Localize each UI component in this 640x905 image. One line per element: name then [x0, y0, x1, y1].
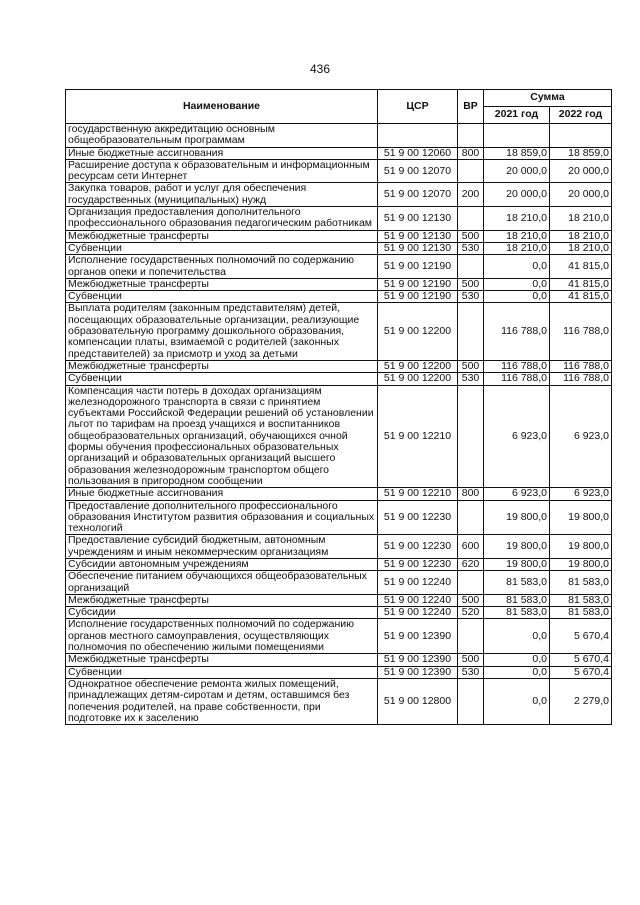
row-code: 51 9 00 12390 — [378, 654, 458, 666]
row-vr: 800 — [458, 488, 484, 500]
row-name: Иные бюджетные ассигнования — [66, 488, 378, 500]
row-vr — [458, 159, 484, 183]
row-vr — [458, 678, 484, 724]
row-code: 51 9 00 12190 — [378, 278, 458, 290]
header-name: Наименование — [66, 90, 378, 124]
row-name: Субсидии — [66, 607, 378, 619]
row-sum-2022: 2 279,0 — [550, 678, 612, 724]
row-code: 51 9 00 12130 — [378, 230, 458, 242]
row-code: 51 9 00 12070 — [378, 183, 458, 207]
row-name: Межбюджетные трансферты — [66, 654, 378, 666]
row-name: Субсидии автономным учреждениям — [66, 558, 378, 570]
row-code: 51 9 00 12390 — [378, 619, 458, 654]
row-sum-2022: 41 815,0 — [550, 255, 612, 279]
row-vr — [458, 385, 484, 488]
row-sum-2021: 19 800,0 — [484, 535, 550, 559]
table-row — [66, 278, 612, 290]
row-sum-2022: 18 210,0 — [550, 230, 612, 242]
row-vr — [458, 255, 484, 279]
row-sum-2021: 0,0 — [484, 291, 550, 303]
row-code: 51 9 00 12230 — [378, 500, 458, 535]
row-code: 51 9 00 12240 — [378, 571, 458, 595]
row-sum-2022: 6 923,0 — [550, 488, 612, 500]
table-row — [66, 230, 612, 242]
row-sum-2021: 6 923,0 — [484, 488, 550, 500]
row-code: 51 9 00 12200 — [378, 360, 458, 372]
row-sum-2022: 20 000,0 — [550, 183, 612, 207]
row-name: Исполнение государственных полномочий по содержанию органов местного самоуправления, осуществляющих полномочия по обеспечению жилыми помещениями — [66, 619, 378, 654]
table-row — [66, 183, 612, 207]
row-name: Компенсация части потерь в доходах организациям железнодорожного транспорта в связи с принятием субъектами Российской Федерации решений об установлении льгот по тарифам на проезд учащихся и воспитанников общеобразовательных организаций, обучающихся очной формы обучения профессиональных образовательных организаций и образовательных организаций высшего образования железнодорожным транспортом общего пользования в пригородном сообщении — [66, 385, 378, 488]
row-name: Организация предоставления дополнительного профессионального образования педагогическим работникам — [66, 207, 378, 231]
row-sum-2021: 18 210,0 — [484, 242, 550, 254]
table-row — [66, 654, 612, 666]
row-code: 51 9 00 12200 — [378, 373, 458, 385]
table-row — [66, 147, 612, 159]
table-row — [66, 666, 612, 678]
row-name: Закупка товаров, работ и услуг для обеспечения государственных (муниципальных) нужд — [66, 183, 378, 207]
row-vr: 500 — [458, 654, 484, 666]
budget-table — [65, 89, 612, 725]
row-sum-2022: 41 815,0 — [550, 291, 612, 303]
row-sum-2022: 6 923,0 — [550, 385, 612, 488]
table-row — [66, 558, 612, 570]
table-row — [66, 360, 612, 372]
table-body — [66, 124, 612, 725]
row-name: Расширение доступа к образовательным и информационным ресурсам сети Интернет — [66, 159, 378, 183]
header-year-2021: 2021 год — [484, 107, 550, 124]
row-sum-2022: 116 788,0 — [550, 373, 612, 385]
row-name: Межбюджетные трансферты — [66, 278, 378, 290]
row-name: Обеспечение питанием обучающихся общеобразовательных организаций — [66, 571, 378, 595]
page-number: 436 — [309, 62, 331, 76]
row-sum-2022: 19 800,0 — [550, 500, 612, 535]
row-sum-2021: 81 583,0 — [484, 571, 550, 595]
table-row — [66, 385, 612, 488]
row-vr: 500 — [458, 360, 484, 372]
header-year-2022: 2022 год — [550, 107, 612, 124]
row-sum-2021: 116 788,0 — [484, 373, 550, 385]
row-code: 51 9 00 12210 — [378, 385, 458, 488]
row-name: Иные бюджетные ассигнования — [66, 147, 378, 159]
table-row — [66, 619, 612, 654]
row-code: 51 9 00 12190 — [378, 255, 458, 279]
row-vr: 520 — [458, 607, 484, 619]
row-sum-2022: 41 815,0 — [550, 278, 612, 290]
row-sum-2022: 81 583,0 — [550, 571, 612, 595]
row-name: Субвенции — [66, 666, 378, 678]
table-row — [66, 607, 612, 619]
row-vr: 530 — [458, 242, 484, 254]
row-vr — [458, 207, 484, 231]
row-sum-2022: 20 000,0 — [550, 159, 612, 183]
table-row — [66, 255, 612, 279]
row-sum-2021: 0,0 — [484, 666, 550, 678]
row-vr: 800 — [458, 147, 484, 159]
row-sum-2022: 19 800,0 — [550, 558, 612, 570]
table-row — [66, 291, 612, 303]
table-row — [66, 124, 612, 148]
row-code: 51 9 00 12190 — [378, 291, 458, 303]
row-sum-2021: 19 800,0 — [484, 500, 550, 535]
row-sum-2022: 5 670,4 — [550, 666, 612, 678]
row-sum-2021: 18 210,0 — [484, 207, 550, 231]
row-sum-2022: 18 210,0 — [550, 207, 612, 231]
row-vr: 530 — [458, 373, 484, 385]
row-name: Выплата родителям (законным представителям) детей, посещающих образовательные организации, реализующие образовательную программу дошкольного образования, компенсации платы, взимаемой с родителей (законных представителей) за присмотр и уход за детьми — [66, 303, 378, 360]
row-code: 51 9 00 12070 — [378, 159, 458, 183]
row-code: 51 9 00 12240 — [378, 594, 458, 606]
table-row — [66, 571, 612, 595]
row-sum-2021: 0,0 — [484, 255, 550, 279]
table-row — [66, 594, 612, 606]
row-code: 51 9 00 12230 — [378, 558, 458, 570]
table-row — [66, 535, 612, 559]
row-vr: 530 — [458, 291, 484, 303]
row-vr — [458, 571, 484, 595]
row-sum-2021: 0,0 — [484, 678, 550, 724]
row-sum-2022: 5 670,4 — [550, 619, 612, 654]
table-header — [66, 90, 612, 124]
row-sum-2021: 0,0 — [484, 654, 550, 666]
row-vr — [458, 619, 484, 654]
row-sum-2021: 19 800,0 — [484, 558, 550, 570]
row-code: 51 9 00 12240 — [378, 607, 458, 619]
row-vr: 600 — [458, 535, 484, 559]
row-sum-2021 — [484, 124, 550, 148]
row-vr: 500 — [458, 230, 484, 242]
row-name: Однократное обеспечение ремонта жилых помещений, принадлежащих детям-сиротам и детям, оставшимся без попечения родителей, на праве собственности, при подготовке их к заселению — [66, 678, 378, 724]
table-row — [66, 678, 612, 724]
row-sum-2022: 18 210,0 — [550, 242, 612, 254]
header-sum: Сумма — [484, 90, 612, 107]
row-name: Исполнение государственных полномочий по содержанию органов опеки и попечительства — [66, 255, 378, 279]
row-sum-2022: 19 800,0 — [550, 535, 612, 559]
row-sum-2021: 20 000,0 — [484, 183, 550, 207]
header-vr: ВР — [458, 90, 484, 124]
row-vr: 200 — [458, 183, 484, 207]
row-sum-2022: 116 788,0 — [550, 303, 612, 360]
row-code: 51 9 00 12060 — [378, 147, 458, 159]
row-code: 51 9 00 12200 — [378, 303, 458, 360]
row-sum-2022 — [550, 124, 612, 148]
row-sum-2021: 116 788,0 — [484, 360, 550, 372]
row-sum-2022: 18 859,0 — [550, 147, 612, 159]
row-code: 51 9 00 12210 — [378, 488, 458, 500]
row-name: Предоставление дополнительного профессионального образования Институтом развития образования и социальных технологий — [66, 500, 378, 535]
table-row — [66, 488, 612, 500]
row-code: 51 9 00 12230 — [378, 535, 458, 559]
row-vr — [458, 500, 484, 535]
row-sum-2022: 81 583,0 — [550, 607, 612, 619]
row-code: 51 9 00 12390 — [378, 666, 458, 678]
row-code: 51 9 00 12800 — [378, 678, 458, 724]
table-row — [66, 373, 612, 385]
row-sum-2022: 81 583,0 — [550, 594, 612, 606]
row-vr — [458, 303, 484, 360]
row-name: Субвенции — [66, 373, 378, 385]
row-code: 51 9 00 12130 — [378, 207, 458, 231]
row-sum-2021: 18 210,0 — [484, 230, 550, 242]
row-sum-2021: 0,0 — [484, 619, 550, 654]
row-vr: 500 — [458, 594, 484, 606]
table-row — [66, 242, 612, 254]
row-vr: 620 — [458, 558, 484, 570]
row-name: государственную аккредитацию основным общеобразовательным программам — [66, 124, 378, 148]
table-row — [66, 207, 612, 231]
row-name: Субвенции — [66, 291, 378, 303]
row-sum-2021: 18 859,0 — [484, 147, 550, 159]
row-name: Межбюджетные трансферты — [66, 594, 378, 606]
row-vr: 530 — [458, 666, 484, 678]
row-sum-2021: 20 000,0 — [484, 159, 550, 183]
table-row — [66, 159, 612, 183]
row-sum-2021: 116 788,0 — [484, 303, 550, 360]
row-sum-2021: 0,0 — [484, 278, 550, 290]
row-sum-2021: 81 583,0 — [484, 607, 550, 619]
row-name: Предоставление субсидий бюджетным, автономным учреждениям и иным некоммерческим организациям — [66, 535, 378, 559]
row-code: 51 9 00 12130 — [378, 242, 458, 254]
row-vr — [458, 124, 484, 148]
row-sum-2022: 116 788,0 — [550, 360, 612, 372]
row-code — [378, 124, 458, 148]
row-name: Межбюджетные трансферты — [66, 230, 378, 242]
header-code: ЦСР — [378, 90, 458, 124]
row-sum-2021: 81 583,0 — [484, 594, 550, 606]
row-vr: 500 — [458, 278, 484, 290]
row-sum-2021: 6 923,0 — [484, 385, 550, 488]
table-row — [66, 303, 612, 360]
row-name: Субвенции — [66, 242, 378, 254]
row-name: Межбюджетные трансферты — [66, 360, 378, 372]
table-row — [66, 500, 612, 535]
row-sum-2022: 5 670,4 — [550, 654, 612, 666]
